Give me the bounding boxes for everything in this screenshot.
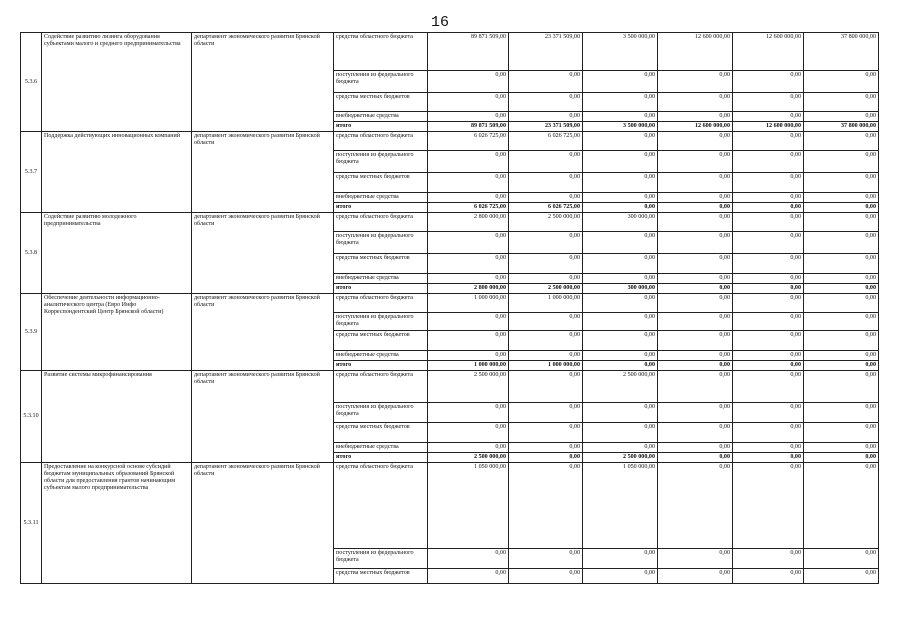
amount-cell: 0,00 <box>509 371 583 403</box>
amount-cell: 0,00 <box>658 112 733 122</box>
amount-cell: 0,00 <box>658 371 733 403</box>
amount-cell: 0,00 <box>733 423 804 443</box>
amount-cell: 0,00 <box>804 443 879 453</box>
item-name: Обеспечение деятельности информационно-аналитического центра (Евро Инфо Корреспондентский Центр Брянской области) <box>42 294 192 371</box>
amount-cell: 0,00 <box>428 254 509 274</box>
amount-cell: 0,00 <box>733 173 804 193</box>
amount-cell: 0,00 <box>804 112 879 122</box>
amount-cell: 0,00 <box>509 93 583 112</box>
table-row <box>21 294 879 313</box>
amount-cell: 0,00 <box>658 203 733 213</box>
amount-cell: 0,00 <box>583 193 658 203</box>
amount-cell: 300 000,00 <box>583 213 658 232</box>
amount-cell: 0,00 <box>658 151 733 173</box>
amount-cell: 0,00 <box>509 71 583 93</box>
amount-cell: 0,00 <box>583 173 658 193</box>
item-name: Поддержка действующих инновационных компаний <box>42 132 192 213</box>
amount-cell: 0,00 <box>733 351 804 361</box>
amount-cell: 89 871 509,00 <box>428 122 509 132</box>
amount-cell: 0,00 <box>509 423 583 443</box>
amount-cell: 0,00 <box>804 132 879 151</box>
amount-cell: 0,00 <box>509 351 583 361</box>
amount-cell: 0,00 <box>583 274 658 284</box>
table-row <box>21 132 879 151</box>
amount-cell: 0,00 <box>733 313 804 331</box>
amount-cell: 0,00 <box>658 254 733 274</box>
funding-source: средства областного бюджета <box>334 132 428 151</box>
amount-cell: 0,00 <box>583 351 658 361</box>
amount-cell: 0,00 <box>428 549 509 569</box>
amount-cell: 0,00 <box>658 173 733 193</box>
amount-cell: 0,00 <box>804 274 879 284</box>
amount-cell: 0,00 <box>658 443 733 453</box>
funding-source: итого <box>334 284 428 294</box>
amount-cell: 3 500 000,00 <box>583 122 658 132</box>
amount-cell: 0,00 <box>509 549 583 569</box>
amount-cell: 0,00 <box>733 132 804 151</box>
amount-cell: 0,00 <box>583 361 658 371</box>
amount-cell: 37 800 000,00 <box>804 122 879 132</box>
amount-cell: 6 026 725,00 <box>428 132 509 151</box>
funding-source: средства местных бюджетов <box>334 254 428 274</box>
amount-cell: 0,00 <box>733 453 804 463</box>
amount-cell: 0,00 <box>733 71 804 93</box>
amount-cell: 0,00 <box>583 71 658 93</box>
funding-source: поступления из федерального бюджета <box>334 232 428 254</box>
funding-source: итого <box>334 122 428 132</box>
amount-cell: 1 000 000,00 <box>428 361 509 371</box>
funding-source: средства областного бюджета <box>334 213 428 232</box>
amount-cell: 0,00 <box>804 423 879 443</box>
amount-cell: 0,00 <box>733 443 804 453</box>
amount-cell: 0,00 <box>428 443 509 453</box>
amount-cell: 0,00 <box>733 361 804 371</box>
amount-cell: 0,00 <box>658 361 733 371</box>
item-number: 5.3.10 <box>21 371 42 463</box>
amount-cell: 0,00 <box>804 361 879 371</box>
amount-cell: 89 871 509,00 <box>428 33 509 71</box>
amount-cell: 0,00 <box>804 403 879 423</box>
item-name: Содействие развитию лизинга оборудования субъектами малого и среднего предпринимательства <box>42 33 192 132</box>
amount-cell: 0,00 <box>733 151 804 173</box>
amount-cell: 0,00 <box>583 423 658 443</box>
item-name: Развитие системы микрофинансирования <box>42 371 192 463</box>
funding-source: итого <box>334 361 428 371</box>
amount-cell: 0,00 <box>804 173 879 193</box>
amount-cell: 6 026 725,00 <box>428 203 509 213</box>
amount-cell: 0,00 <box>583 232 658 254</box>
budget-table <box>20 32 879 584</box>
amount-cell: 12 600 000,00 <box>733 122 804 132</box>
amount-cell: 0,00 <box>733 112 804 122</box>
funding-source: средства областного бюджета <box>334 371 428 403</box>
amount-cell: 0,00 <box>658 313 733 331</box>
amount-cell: 2 500 000,00 <box>509 213 583 232</box>
amount-cell: 0,00 <box>733 254 804 274</box>
funding-source: поступления из федерального бюджета <box>334 71 428 93</box>
amount-cell: 0,00 <box>509 254 583 274</box>
amount-cell: 0,00 <box>428 313 509 331</box>
table-row <box>21 463 879 549</box>
funding-source: поступления из федерального бюджета <box>334 549 428 569</box>
amount-cell: 0,00 <box>583 294 658 313</box>
amount-cell: 0,00 <box>428 93 509 112</box>
amount-cell: 0,00 <box>583 254 658 274</box>
amount-cell: 0,00 <box>733 331 804 351</box>
amount-cell: 0,00 <box>804 371 879 403</box>
amount-cell: 0,00 <box>583 151 658 173</box>
funding-source: внебюджетные средства <box>334 443 428 453</box>
amount-cell: 0,00 <box>804 254 879 274</box>
amount-cell: 0,00 <box>804 203 879 213</box>
amount-cell: 0,00 <box>583 93 658 112</box>
amount-cell: 0,00 <box>658 294 733 313</box>
item-number: 5.3.8 <box>21 213 42 294</box>
funding-source: поступления из федерального бюджета <box>334 403 428 423</box>
responsible-department: департамент экономического развития Брянской области <box>192 132 334 213</box>
amount-cell: 0,00 <box>733 549 804 569</box>
amount-cell: 0,00 <box>804 294 879 313</box>
amount-cell: 0,00 <box>509 112 583 122</box>
page-number: 16 <box>430 14 449 31</box>
amount-cell: 0,00 <box>428 193 509 203</box>
amount-cell: 0,00 <box>804 93 879 112</box>
amount-cell: 0,00 <box>658 403 733 423</box>
funding-source: поступления из федерального бюджета <box>334 151 428 173</box>
item-name: Содействие развитию молодежного предпринимательства <box>42 213 192 294</box>
amount-cell: 2 800 000,00 <box>428 284 509 294</box>
amount-cell: 0,00 <box>583 203 658 213</box>
funding-source: средства местных бюджетов <box>334 569 428 584</box>
funding-source: средства областного бюджета <box>334 463 428 549</box>
funding-source: итого <box>334 453 428 463</box>
amount-cell: 6 026 725,00 <box>509 203 583 213</box>
amount-cell: 0,00 <box>658 423 733 443</box>
amount-cell: 0,00 <box>804 453 879 463</box>
amount-cell: 6 026 725,00 <box>509 132 583 151</box>
amount-cell: 2 500 000,00 <box>583 371 658 403</box>
responsible-department: департамент экономического развития Брянской области <box>192 371 334 463</box>
funding-source: внебюджетные средства <box>334 112 428 122</box>
responsible-department: департамент экономического развития Брянской области <box>192 463 334 584</box>
amount-cell: 0,00 <box>804 351 879 361</box>
amount-cell: 0,00 <box>804 569 879 584</box>
item-name: Предоставление на конкурсной основе субсидий бюджетам муниципальных образований Брянской области для предоставления грантов начинающим субъектам малого предпринимательства <box>42 463 192 584</box>
amount-cell: 0,00 <box>733 93 804 112</box>
amount-cell: 0,00 <box>428 274 509 284</box>
table-row <box>21 371 879 403</box>
amount-cell: 0,00 <box>733 193 804 203</box>
amount-cell: 0,00 <box>733 569 804 584</box>
amount-cell: 0,00 <box>658 549 733 569</box>
amount-cell: 12 600 000,00 <box>733 33 804 71</box>
budget-table-body <box>21 33 879 584</box>
amount-cell: 0,00 <box>509 173 583 193</box>
amount-cell: 0,00 <box>658 453 733 463</box>
amount-cell: 2 800 000,00 <box>428 213 509 232</box>
amount-cell: 2 500 000,00 <box>428 371 509 403</box>
amount-cell: 0,00 <box>733 403 804 423</box>
amount-cell: 2 500 000,00 <box>428 453 509 463</box>
amount-cell: 0,00 <box>658 569 733 584</box>
amount-cell: 0,00 <box>804 151 879 173</box>
responsible-department: департамент экономического развития Брянской области <box>192 294 334 371</box>
amount-cell: 0,00 <box>509 193 583 203</box>
funding-source: средства областного бюджета <box>334 294 428 313</box>
amount-cell: 0,00 <box>733 284 804 294</box>
funding-source: средства местных бюджетов <box>334 173 428 193</box>
amount-cell: 0,00 <box>733 232 804 254</box>
amount-cell: 0,00 <box>509 403 583 423</box>
amount-cell: 12 600 000,00 <box>658 122 733 132</box>
amount-cell: 1 000 000,00 <box>509 361 583 371</box>
amount-cell: 0,00 <box>733 294 804 313</box>
item-number: 5.3.7 <box>21 132 42 213</box>
amount-cell: 0,00 <box>583 549 658 569</box>
funding-source: внебюджетные средства <box>334 351 428 361</box>
amount-cell: 0,00 <box>509 274 583 284</box>
amount-cell: 0,00 <box>583 112 658 122</box>
funding-source: средства местных бюджетов <box>334 423 428 443</box>
amount-cell: 0,00 <box>804 71 879 93</box>
amount-cell: 0,00 <box>428 173 509 193</box>
amount-cell: 0,00 <box>428 331 509 351</box>
amount-cell: 2 500 000,00 <box>583 453 658 463</box>
amount-cell: 23 371 509,00 <box>509 122 583 132</box>
funding-source: средства областного бюджета <box>334 33 428 71</box>
item-number: 5.3.11 <box>21 463 42 584</box>
amount-cell: 0,00 <box>428 232 509 254</box>
amount-cell: 0,00 <box>804 284 879 294</box>
funding-source: внебюджетные средства <box>334 193 428 203</box>
amount-cell: 1 000 000,00 <box>509 294 583 313</box>
amount-cell: 0,00 <box>733 274 804 284</box>
amount-cell: 1 000 000,00 <box>428 294 509 313</box>
amount-cell: 1 050 000,00 <box>583 463 658 549</box>
amount-cell: 12 600 000,00 <box>658 33 733 71</box>
amount-cell: 0,00 <box>428 71 509 93</box>
amount-cell: 0,00 <box>804 463 879 549</box>
amount-cell: 0,00 <box>733 463 804 549</box>
amount-cell: 0,00 <box>509 463 583 549</box>
amount-cell: 0,00 <box>733 203 804 213</box>
amount-cell: 0,00 <box>804 193 879 203</box>
amount-cell: 300 000,00 <box>583 284 658 294</box>
amount-cell: 0,00 <box>804 549 879 569</box>
amount-cell: 0,00 <box>804 313 879 331</box>
amount-cell: 0,00 <box>509 443 583 453</box>
amount-cell: 0,00 <box>658 331 733 351</box>
amount-cell: 0,00 <box>658 284 733 294</box>
amount-cell: 0,00 <box>428 151 509 173</box>
amount-cell: 0,00 <box>509 151 583 173</box>
amount-cell: 2 500 000,00 <box>509 284 583 294</box>
amount-cell: 0,00 <box>509 453 583 463</box>
amount-cell: 37 800 000,00 <box>804 33 879 71</box>
amount-cell: 0,00 <box>509 313 583 331</box>
responsible-department: департамент экономического развития Брянской области <box>192 33 334 132</box>
amount-cell: 0,00 <box>658 193 733 203</box>
amount-cell: 0,00 <box>428 403 509 423</box>
amount-cell: 23 371 509,00 <box>509 33 583 71</box>
amount-cell: 0,00 <box>583 331 658 351</box>
amount-cell: 0,00 <box>804 213 879 232</box>
amount-cell: 0,00 <box>658 213 733 232</box>
amount-cell: 0,00 <box>658 132 733 151</box>
funding-source: внебюджетные средства <box>334 274 428 284</box>
amount-cell: 0,00 <box>509 232 583 254</box>
funding-source: итого <box>334 203 428 213</box>
item-number: 5.3.9 <box>21 294 42 371</box>
amount-cell: 0,00 <box>804 232 879 254</box>
amount-cell: 0,00 <box>509 331 583 351</box>
amount-cell: 0,00 <box>428 569 509 584</box>
amount-cell: 0,00 <box>428 112 509 122</box>
amount-cell: 0,00 <box>428 351 509 361</box>
table-row <box>21 213 879 232</box>
amount-cell: 0,00 <box>583 313 658 331</box>
amount-cell: 0,00 <box>658 274 733 284</box>
amount-cell: 0,00 <box>658 93 733 112</box>
item-number: 5.3.6 <box>21 33 42 132</box>
amount-cell: 0,00 <box>428 423 509 443</box>
amount-cell: 0,00 <box>509 569 583 584</box>
amount-cell: 0,00 <box>733 371 804 403</box>
responsible-department: департамент экономического развития Брянской области <box>192 213 334 294</box>
amount-cell: 0,00 <box>583 443 658 453</box>
amount-cell: 0,00 <box>658 71 733 93</box>
amount-cell: 0,00 <box>804 331 879 351</box>
amount-cell: 0,00 <box>733 213 804 232</box>
amount-cell: 0,00 <box>658 351 733 361</box>
funding-source: средства местных бюджетов <box>334 331 428 351</box>
funding-source: средства местных бюджетов <box>334 93 428 112</box>
amount-cell: 3 500 000,00 <box>583 33 658 71</box>
amount-cell: 1 050 000,00 <box>428 463 509 549</box>
amount-cell: 0,00 <box>583 569 658 584</box>
table-row <box>21 33 879 71</box>
amount-cell: 0,00 <box>583 403 658 423</box>
amount-cell: 0,00 <box>658 232 733 254</box>
funding-source: поступления из федерального бюджета <box>334 313 428 331</box>
amount-cell: 0,00 <box>658 463 733 549</box>
amount-cell: 0,00 <box>583 132 658 151</box>
